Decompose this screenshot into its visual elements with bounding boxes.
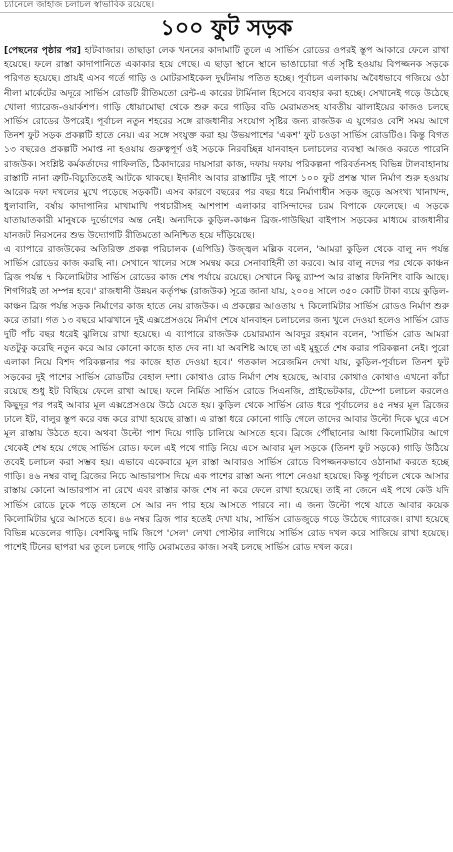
article-headline: ১০০ ফুট সড়ক bbox=[160, 15, 293, 41]
article-body bbox=[0, 44, 453, 555]
article-paragraph: এ ব্যাপারে রাজউকের অতিরিক্ত প্রকল্প পরিচালক (এপিডি) উজ্জ্বল মল্লিক বলেন, 'আমরা কুড়িল থেকে বালু নদ পর্যন্ত সার্ভিস রোডের কাজ করছি না। সেখানে খালের সঙ্গে সমন্বয় করে সেনাবাহিনী তা করবে। আর বালু নদের পর থেকে কাঞ্চন ব্রিজ পর্যন্ত ৭ কিলোমিটার সার্ভিস রোডের কাজ শেষ পর্যায়ে রয়েছে। সেখানে কিছু র‍্যাম্প আর রাস্তার ফিনিশিং বাকি আছে। শিগগিরই তা সম্পন্ন হবে।' রাজধানী উন্নয়ন কর্তৃপক্ষ (রাজউক) সূত্রে জানা যায়, ২০০৪ সালে ৩৫০ কোটি টাকা ব্যয়ে কুড়িল-কাঞ্চন ব্রিজ পর্যন্ত সড়ক নির্মাণের কাজ হাতে নেয় রাজউক। এ প্রকল্পের আওতায় ৭ কিলোমিটার সার্ভিস রোডও নির্মাণ শুরু করে তারা। গত ১৩ বছরে মাঝখানে দুই এক্সপ্রেসওয়ে নির্মাণ শেষে যানবাহন চলাচলের জন্য খুলে দেওয়া হলেও সার্ভিস রোড দুটি পাঁচ বছর ধরেই ঝুলিয়ে রাখা হয়েছে। এ ব্যাপারে রাজউক চেয়ারম্যান আবদুর রহমান বলেন, 'সার্ভিস রোড আমরা যতটুকু করেছি নতুন করে আর কোনো কাজে হাত দেব না। যা অবশিষ্ট আছে তা এই মুহূর্তে শেষ করার পরিকল্পনা নেই। পুরো এলাকা নিয়ে বিশদ পরিকল্পনার পর কাজে হাত দেওয়া হবে।' গতকাল সরেজমিন দেখা যায়, কুড়িল-পূর্বাচল তিনশ ফুট সড়কের দুই পাশের সার্ভিস রোডটির বেহাল দশা। কোথাও রোড নির্মাণ শেষ হয়েছে, আবার কোথাও কোথাও এখনো কাঁচা রয়েছে শুধু ইট বিছিয়ে ফেলে রাখা আছে। ফলে নির্মিত সার্ভিস রোডে সিএনজি, প্রাইভেটকার, টেম্পো চলাচল করলেও কিছুদূর পর পরই আবার মূল এক্সপ্রেসওয়ে উঠে যেতে হয়। কুড়িল থেকে সার্ভিস রোড ধরে পূর্বাচলের ৪৫ নম্বর মূল ব্রিজের ঢালে ইট, বালুর স্তূপ করে বন্ধ করে রাখা হয়েছে রাস্তা। এ রাস্তা ধরে কোনো গাড়ি গেলে তাদের আবার উল্টো দিকে ঘুরে এসে মূল রাস্তায় উঠতে হবে। অথবা উল্টো পাশ দিয়ে গাড়ি চালিয়ে আসতে হবে। ব্রিজে পৌঁছানোর আধা কিলোমিটার আগে থেকেই শেষ হয়ে গেছে সার্ভিস রোড। ফলে এই পথে গাড়ি নিয়ে এসে আবার মূল সড়কে (তিনশ ফুট সড়কে) গাড়ি উঠিয়ে তবেই চলাচল করা সম্ভব হয়। এভাবে একেবারে মূল রাস্তা আবারও সার্ভিস রোডে বিপজ্জনকভাবে ওঠানামা করতে হচ্ছে গাড়ি। ৪৬ নম্বর বালু ব্রিজের নিচে আন্ডারপাস দিয়ে এক পাশের রাস্তা অন্য পাশে নেওয়া হয়েছে। কিন্তু পূর্বাচল থেকে আসার রাস্তায় কোনো আন্ডারপাস না রেখে এবং রাস্তার কাজ শেষ না করে ফেলে রাখা হয়েছে। তাই না জেনে এই পথে কেউ যদি সার্ভিস রোডে ঢুকে পড়ে তাহলে সে আর নদ পার হয়ে আসতে পারবে না। এ জন্য উল্টো পথে যাতে আবার কয়েক কিলোমিটার ঘুরে আসতে হবে। ৪৬ নম্বর ব্রিজ পার হতেই দেখা যায়, সার্ভিস রোডজুড়ে গড়ে উঠেছে গ্যারেজ। রাখা হয়েছে বিভিন্ন মডেলের গাড়ি। বেশকিছু দামি জিপে 'সেল' লেখা পোস্টার লাগিয়ে সার্ভিস রোড দখল করে সাজিয়ে রাখা হয়েছে। পাশেই টিনের ছাপরা ঘর তুলে চলছে গাড়ি মেরামতের কাজ। সবই চলছে সার্ভিস রোড দখল করে। bbox=[4, 243, 449, 554]
article-paragraph-text: হাটবাজার। তাছাড়া লেক খননের কাদামাটি তুলে এ সার্ভিস রোডের ওপরই স্তূপ আকারে ফেলে রাখা হয়েছে। ফলে রাস্তা কাদাপানিতে একাকার হয়ে গেছে। এ ছাড়া স্থানে স্থানে ভাঙাচোরা গর্ত সৃষ্টি হওয়ায় বিপজ্জনক সড়কে পরিণত হয়েছে। প্রায়ই এসব গর্তে গাড়ি ও মোটরসাইকেল দুর্ঘটনায় পতিত হচ্ছে। পূর্বাচল এলাকায় অবৈধভাবে গজিয়ে ওঠা নীলা মার্কেটের অদূরে সার্ভিস রোডটি রীতিমতো রেন্ট-এ কারের টার্মিনাল হিসেবে ব্যবহার করা হচ্ছে। সেখানেই গড়ে উঠেছে খোলা গ্যারেজ-ওয়ার্কশপ। গাড়ি ধোয়ামোছা থেকে শুরু করে গাড়ির বডি মেরামতসহ যাবতীয় ঝালাইয়ের কাজও চলছে সার্ভিস রোডের উপরেই। পূর্বাচল নতুন শহরের সঙ্গে রাজধানীর সংযোগ সৃষ্টির জন্য রাজউক এ যুগেরও বেশি সময় আগে তিনশ ফুট সড়ক প্রকল্পটি হাতে নেয়। এর সঙ্গে সংযুক্ত করা হয় উভয়পাশের 'একশ' ফুট চওড়া সার্ভিস রোডটিও। কিন্তু বিগত ১৩ বছরেও প্রকল্পটি সমাপ্ত না হওয়ায় গুরুত্বপূর্ণ ওই সড়কে নিরবচ্ছিন্ন যানবাহন চলাচলের ব্যবস্থা আজও করতে পারেনি রাজউক। সংশ্লিষ্ট কর্মকর্তাদের গাফিলতি, ঠিকাদারের দায়সারা কাজ, দফায় দফায় পরিকল্পনা পরিবর্তনসহ বিভিন্ন টালবাহানায় রাস্তাটি নানা ত্রুটি-বিচ্যুতিতেই আটকে থাকছে। ইদানীং আবার রাস্তাটির দুই পাশে ১০০ ফুট প্রশস্ত খাল নির্মাণ শুরু হওয়ায় আরেক দফা দখলের মুখে পড়েছে সড়কটি। এসব কারণে বছরের পর বছর ধরে নির্মাণাধীন সড়ক জুড়ে অসংখ্য খানাখন্দ, ধুলাবালি, বর্ষায় কাদাপানির মাখামাখি পথচারীসহ আশপাশ এলাকার বাসিন্দাদের চরম বিপাকে ফেলেছে। এ সড়কে যাতায়াতকারী মানুষকে দুর্ভোগের অন্ত নেই। অন্যদিকে কুড়িল-কাঞ্চন ব্রিজ-গাউছিয়া বাইপাস সড়কের মাধ্যমে রাজধানীর যানজট নিরসনের শুভ উদ্যোগটি রীতিমতো অনিশ্চিত হয়ে দাঁড়িয়েছে। bbox=[4, 45, 450, 241]
previous-story-fragment: চ্যানেলে জাহাজ চলাচল স্বাভাবিক রয়েছে। bbox=[0, 0, 453, 13]
article-paragraph bbox=[4, 44, 449, 243]
continued-from-back-page-label: [পেছনের পৃষ্ঠার পর] bbox=[4, 45, 82, 56]
